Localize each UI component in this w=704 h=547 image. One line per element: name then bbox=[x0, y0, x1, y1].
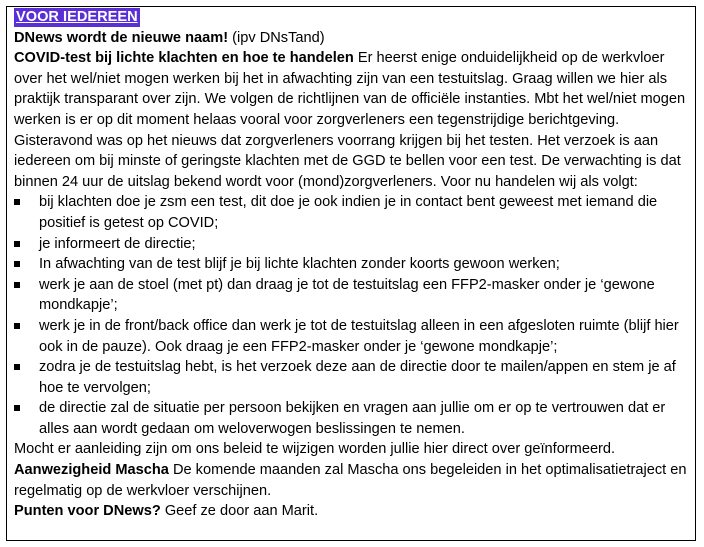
new-name-paragraph bbox=[14, 28, 689, 49]
list-item bbox=[14, 192, 689, 233]
section-heading: VOOR IEDEREEN bbox=[16, 9, 138, 25]
newsletter-box bbox=[6, 6, 696, 541]
points-paragraph bbox=[14, 501, 689, 522]
mascha-text: De komende maanden zal Mascha ons begeleiden in het optimalisatietraject en regelmatig op de werkvloer verschijnen. bbox=[14, 462, 687, 499]
list-item bbox=[14, 234, 689, 255]
procedure-list bbox=[14, 192, 689, 439]
points-text: Geef ze door aan Marit. bbox=[160, 503, 319, 520]
list-item-text: je informeert de directie; bbox=[39, 235, 196, 252]
covid-text: Er heerst enige onduidelijkheid op de werkvloer over het wel/niet mogen werken bij het in afwachting zijn van een testuitslag. Graag willen we hier als praktijk transparant over zijn. We volgen de richtlijnen van de officiële instanties. Mbt het wel/niet mogen werken is er op dit moment helaas vooral voor zorgverleners een tegenstrijdige berichtgeving. Gisteravond was op het nieuws dat zorgverleners voorrang krijgen bij het testen. Het verzoek is aan iedereen om bij minste of geringste klachten met de GGD te bellen voor een test. De verwachting is dat binnen 24 uur de uitslag bekend wordt voor (mond)zorgverleners. Voor nu handelen wij als volgt: bbox=[14, 50, 686, 190]
covid-paragraph bbox=[14, 48, 689, 192]
new-name-text: (ipv DNsTand) bbox=[228, 29, 325, 46]
covid-title: COVID-test bij lichte klachten en hoe te handelen bbox=[14, 50, 354, 67]
list-item-text: zodra je de testuitslag hebt, is het verzoek deze aan de directie door te mailen/appen en stem je af hoe te vervolgen; bbox=[39, 359, 676, 396]
bullet-icon bbox=[14, 323, 20, 329]
policy-change-paragraph: Mocht er aanleiding zijn om ons beleid te wijzigen worden jullie hier direct over geïnformeerd. bbox=[14, 441, 616, 458]
list-item bbox=[14, 275, 689, 316]
list-item bbox=[14, 254, 689, 275]
bullet-icon bbox=[14, 241, 20, 247]
mascha-paragraph bbox=[14, 460, 689, 501]
bullet-icon bbox=[14, 199, 20, 205]
mascha-title: Aanwezigheid Mascha bbox=[14, 462, 169, 479]
list-item-text: In afwachting van de test blijf je bij lichte klachten zonder koorts gewoon werken; bbox=[39, 256, 560, 273]
list-item bbox=[14, 357, 689, 398]
list-item-text: werk je in de front/back office dan werk je tot de testuitslag alleen in een afgesloten ruimte (blijf hier ook in de pauze). Ook draag je een FFP2-masker onder je ‘gewone mondkapje’; bbox=[39, 317, 679, 355]
bullet-icon bbox=[14, 261, 20, 267]
list-item-text: werk je aan de stoel (met pt) dan draag je tot de testuitslag een FFP2-masker onder je ‘gewone mondkapje’; bbox=[39, 276, 655, 314]
points-title: Punten voor DNews? bbox=[14, 503, 161, 520]
list-item-text: bij klachten doe je zsm een test, dit doe je ook indien je in contact bent geweest met iemand die positief is getest op COVID; bbox=[39, 194, 658, 231]
list-item-text: de directie zal de situatie per persoon bekijken en vragen aan jullie om er op te vertrouwen dat er alles aan wordt gedaan om weloverwogen beslissingen te nemen. bbox=[39, 400, 666, 437]
list-item bbox=[14, 398, 689, 439]
list-item bbox=[14, 316, 689, 357]
bullet-icon bbox=[14, 405, 20, 411]
bullet-icon bbox=[14, 364, 20, 370]
new-name-title: DNews wordt de nieuwe naam! bbox=[14, 29, 229, 46]
bullet-icon bbox=[14, 282, 20, 288]
